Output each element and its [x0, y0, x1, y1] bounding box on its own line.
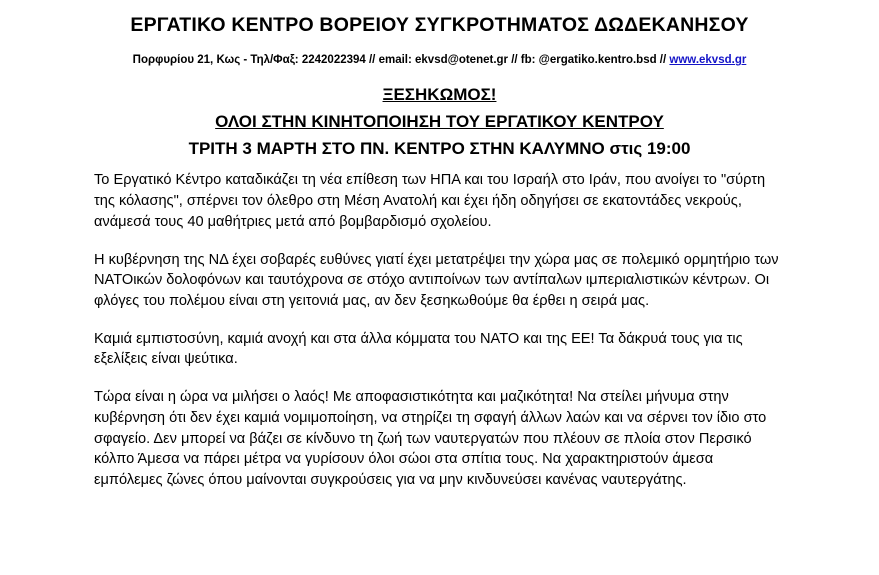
headline-secondary: ΟΛΟΙ ΣΤΗΝ ΚΙΝΗΤΟΠΟΙΗΣΗ ΤΟΥ ΕΡΓΑΤΙΚΟΥ ΚΕΝΤΡΟΥ: [215, 111, 664, 131]
paragraph: Η κυβέρνηση της ΝΔ έχει σοβαρές ευθύνες γιατί έχει μετατρέψει την χώρα μας σε πολεμικό ορμητήριο των ΝΑΤΟικών δολοφόνων και ταυτόχρονα σε στόχο αντιποίνων των αντίπαλων ιμπεριαλιστικών κέντρων. Οι φλόγες του πολέμου είναι στη γειτονιά μας, αν δεν ξεσηκωθούμε θα έρθει η σειρά μας.: [94, 251, 779, 310]
website-link[interactable]: www.ekvsd.gr: [669, 54, 747, 67]
headline-block: [0, 84, 879, 160]
document-page: [0, 14, 879, 575]
headline-primary: ΞΕΣΗΚΩΜΟΣ!: [382, 85, 497, 105]
organization-title: ΕΡΓΑΤΙΚΟ ΚΕΝΤΡΟ ΒΟΡΕΙΟΥ ΣΥΓΚΡΟΤΗΜΑΤΟΣ ΔΩΔΕΚΑΝΗΣΟΥ: [130, 14, 749, 36]
paragraph: Το Εργατικό Κέντρο καταδικάζει τη νέα επίθεση των ΗΠΑ και του Ισραήλ στο Ιράν, που ανοίγει το "σύρτη της κόλασης", σπέρνει τον όλεθρο στη Μέση Ανατολή και έχει ήδη οδηγήσει σε εκατοντάδες νεκρούς, ανάμεσά τους 40 μαθήτριες μετά από βομβαρδισμό σχολείου.: [94, 172, 766, 230]
body-text: [0, 170, 879, 490]
paragraph: Καμιά εμπιστοσύνη, καμιά ανοχή και στα άλλα κόμματα του ΝΑΤΟ και της ΕΕ! Τα δάκρυά τους για τις εξελίξεις είναι ψεύτικα.: [94, 330, 743, 368]
contact-text: Πορφυρίου 21, Κως - Τηλ/Φαξ: 2242022394 // email: ekvsd@otenet.gr // fb: @ergatiko.kentro.bsd //: [132, 54, 670, 67]
headline-event-details: ΤΡΙΤΗ 3 ΜΑΡΤΗ ΣΤΟ ΠΝ. ΚΕΝΤΡΟ ΣΤΗΝ ΚΑΛΥΜΝΟ στις 19:00: [188, 138, 691, 158]
paragraph: Τώρα είναι η ώρα να μιλήσει ο λαός! Με αποφασιστικότητα και μαζικότητα! Να στείλει μήνυμα στην κυβέρνηση ότι δεν έχει καμιά νομιμοποίηση, να στηρίζει τη σφαγή άλλων λαών και να σέρνει τον ίδιο στο σφαγείο. Δεν μπορεί να βάζει σε κίνδυνο τη ζωή των ναυτεργατών που πλέουν σε πλοία στον Περσικό κόλπο Άμεσα να πάρει μέτρα να γυρίσουν όλοι σώοι στα σπίτια τους. Να χαρακτηριστούν άμεσα εμπόλεμες ζώνες όπου μαίνονται συγκρούσεις για να μην κινδυνεύσει κανένας ναυτεργάτης.: [94, 389, 767, 489]
contact-line: [0, 53, 879, 68]
